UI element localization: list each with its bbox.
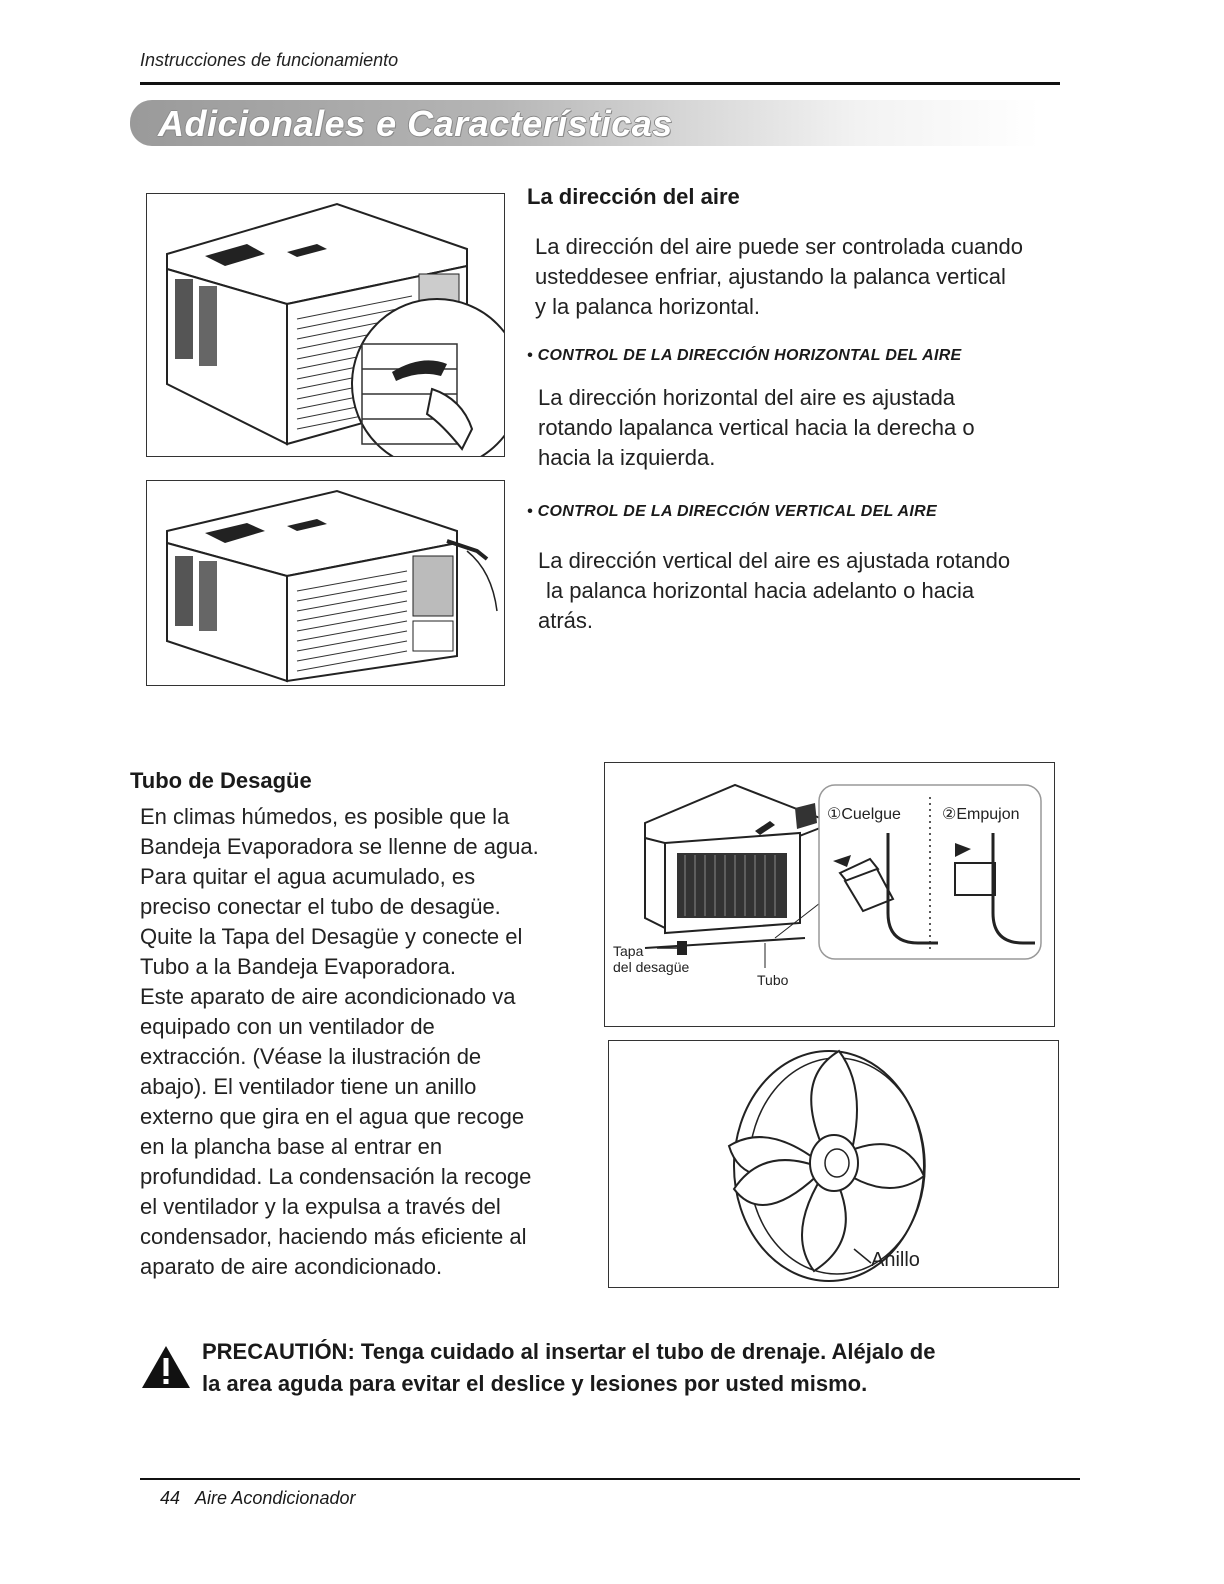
page-number: 44: [160, 1488, 181, 1508]
footer-title: Aire Acondicionador: [195, 1488, 356, 1508]
text-line: el ventilador y la expulsa a través del: [140, 1194, 501, 1219]
ac-unit-illustration: [147, 194, 504, 456]
text-line: la palanca horizontal hacia adelanto o hacia: [546, 578, 975, 603]
header-rule: [140, 82, 1060, 85]
text-line: La dirección horizontal del aire es ajustada: [538, 385, 956, 410]
figure-fan-ring: [608, 1040, 1059, 1288]
text-line: condensador, haciendo más eficiente al: [140, 1224, 527, 1249]
text-line: Tubo a la Bandeja Evaporadora.: [140, 954, 456, 979]
text-line: extracción. (Véase la ilustración de: [140, 1044, 482, 1069]
text-line: preciso conectar el tubo de desagüe.: [140, 894, 501, 919]
text-line: y la palanca horizontal.: [535, 294, 761, 319]
text-line: Para quitar el agua acumulado, es: [140, 864, 476, 889]
caution-text: [202, 1336, 1082, 1400]
text-line: Este aparato de aire acondicionado va: [140, 984, 516, 1009]
vertical-control-heading: • CONTROL DE LA DIRECCIÓN VERTICAL DEL AIRE: [527, 503, 937, 520]
text-line: La dirección vertical del aire es ajustada rotando: [538, 548, 1011, 573]
text-line: rotando lapalanca vertical hacia la derecha o: [538, 415, 975, 440]
drain-tube-illustration: [605, 763, 1054, 1026]
air-direction-intro: [535, 232, 1105, 322]
ring-label: Anillo: [871, 1249, 920, 1271]
text-line: atrás.: [538, 608, 594, 633]
text-line: profundidad. La condensación la recoge: [140, 1164, 532, 1189]
figure-vertical-control: [146, 480, 505, 686]
horizontal-control-text: [538, 383, 1098, 473]
footer: [160, 1488, 355, 1509]
drain-heading: Tubo de Desagüe: [130, 768, 312, 793]
fan-illustration: [609, 1041, 1058, 1287]
text-line: abajo). El ventilador tiene un anillo: [140, 1074, 477, 1099]
running-header: Instrucciones de funcionamiento: [140, 50, 399, 70]
figure-horizontal-control: [146, 193, 505, 457]
horizontal-control-heading: • CONTROL DE LA DIRECCIÓN HORIZONTAL DEL AIRE: [527, 347, 962, 364]
text-line: Quite la Tapa del Desagüe y conecte el: [140, 924, 523, 949]
figure-drain-tube: [604, 762, 1055, 1027]
tube-label: Tubo: [757, 972, 789, 988]
text-line: usteddesee enfriar, ajustando la palanca vertical: [535, 264, 1006, 289]
drain-text: [140, 802, 610, 1282]
step2-label: ②Empujon: [942, 806, 1020, 823]
text-line: Bandeja Evaporadora se llenne de agua.: [140, 834, 539, 859]
text-line: en la plancha base al entrar en: [140, 1134, 443, 1159]
text-line: equipado con un ventilador de: [140, 1014, 435, 1039]
text-line: externo que gira en el agua que recoge: [140, 1104, 525, 1129]
caution-line: PRECAUTIÓN: Tenga cuidado al insertar el tubo de drenaje. Aléjalo de: [202, 1339, 936, 1364]
air-direction-heading: La dirección del aire: [527, 184, 740, 209]
vertical-control-text: [538, 546, 1108, 636]
cap-label-line2: del desagüe: [613, 959, 690, 975]
cap-label-line1: Tapa: [613, 943, 644, 959]
warning-triangle-icon: [140, 1344, 192, 1390]
step1-label: ①Cuelgue: [827, 806, 901, 823]
section-banner-title: Adicionales e Características: [158, 103, 673, 144]
text-line: hacia la izquierda.: [538, 445, 716, 470]
text-line: La dirección del aire puede ser controlada cuando: [535, 234, 1023, 259]
ac-unit-illustration: [147, 481, 504, 685]
text-line: aparato de aire acondicionado.: [140, 1254, 443, 1279]
text-line: En climas húmedos, es posible que la: [140, 804, 510, 829]
footer-rule: [140, 1478, 1080, 1480]
caution-line: la area aguda para evitar el deslice y lesiones por usted mismo.: [202, 1371, 868, 1396]
